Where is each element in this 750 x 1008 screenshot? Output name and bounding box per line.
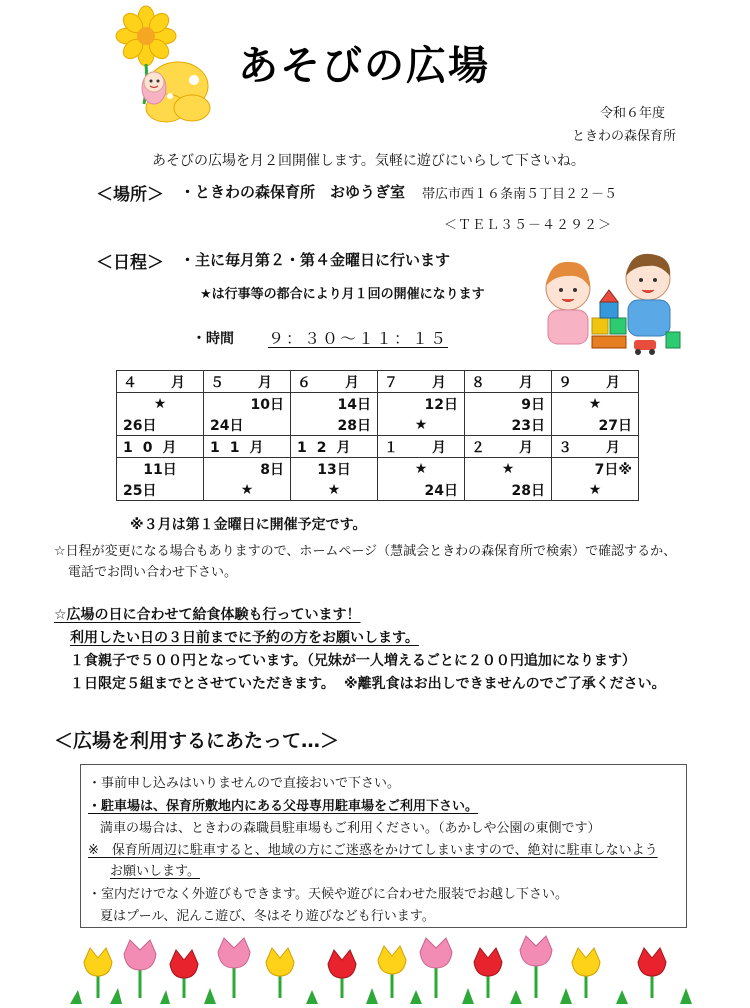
month-cell: ４ 月 xyxy=(117,371,204,393)
boy-icon xyxy=(626,254,670,336)
tulip-icon xyxy=(124,940,156,998)
date-cell: ★ xyxy=(552,479,639,501)
table-row xyxy=(117,414,639,436)
date-cell: 8日 xyxy=(204,458,291,480)
schedule-note: ★は行事等の都合により月１回の開催になります xyxy=(200,287,485,302)
butterfly-flower-illustration xyxy=(108,4,220,126)
table-row xyxy=(117,436,639,458)
time-label: ・時間 xyxy=(192,331,234,347)
month-cell: １ 月 xyxy=(378,436,465,458)
tulip-icon xyxy=(474,948,502,998)
lunch-line3: １日限定５組までとさせていただきます。 xyxy=(70,676,335,692)
usage-item3b: お願いします。 xyxy=(110,864,200,879)
month-cell: ９ 月 xyxy=(552,371,639,393)
girl-icon xyxy=(546,262,590,344)
schedule-table xyxy=(116,370,639,501)
date-cell: ★ xyxy=(378,414,465,436)
usage-heading: ＜広場を利用するにあたって…＞ xyxy=(54,730,340,752)
table-row xyxy=(117,479,639,501)
change-notice-line2: 電話でお問い合わせ下さい。 xyxy=(68,565,238,580)
table-row xyxy=(117,371,639,393)
butterfly-icon xyxy=(142,62,210,122)
month-cell: ６ 月 xyxy=(291,371,378,393)
lunch-heading: ☆広場の日に合わせて給食体験も行っています！ xyxy=(54,607,361,623)
date-cell: 9日 xyxy=(465,393,552,415)
table-footnote: ※３月は第１金曜日に開催予定です。 xyxy=(130,517,367,533)
table-row xyxy=(117,458,639,480)
place-name: ・ときわの森保育所 おゆうぎ室 xyxy=(180,183,406,201)
tulip-icon xyxy=(218,938,250,998)
usage-item3a: ※ 保育所周辺に駐車すると、地域の方にご迷惑をかけてしまいますので、絶対に駐車しないよう xyxy=(88,843,658,858)
date-cell: 23日 xyxy=(465,414,552,436)
date-cell: ★ xyxy=(465,458,552,480)
month-cell: ３ 月 xyxy=(552,436,639,458)
date-cell: 24日 xyxy=(204,414,291,436)
month-cell: 11月 xyxy=(204,436,291,458)
usage-item4-sub: 夏はプール、泥んこ遊び、冬はそり遊びなども行います。 xyxy=(100,909,435,924)
date-cell: ★ xyxy=(117,393,204,415)
usage-item1: ・事前申し込みはいりませんので直接おいで下さい。 xyxy=(88,776,401,791)
date-cell: ★ xyxy=(204,479,291,501)
organization-name: ときわの森保育所 xyxy=(572,129,677,144)
date-cell: 10日 xyxy=(204,393,291,415)
month-cell: ８ 月 xyxy=(465,371,552,393)
schedule-main: ・主に毎月第２・第４金曜日に行います xyxy=(180,251,451,269)
date-cell: 12日 xyxy=(378,393,465,415)
tulip-border-illustration xyxy=(70,932,710,1004)
date-cell: 28日 xyxy=(465,479,552,501)
intro-text: あそびの広場を月２回開催します。気軽に遊びにいらして下さいね。 xyxy=(152,153,585,169)
month-cell: ７ 月 xyxy=(378,371,465,393)
month-cell: ５ 月 xyxy=(204,371,291,393)
usage-item2: ・駐車場は、保育所敷地内にある父母専用駐車場をご利用下さい。 xyxy=(88,799,479,814)
date-cell: 28日 xyxy=(291,414,378,436)
lunch-line1: 利用したい日の３日前までに予約の方をお願いします。 xyxy=(70,630,419,646)
tulip-icon xyxy=(420,938,452,998)
time-value: ９：３０～１１：１５ xyxy=(268,329,449,348)
date-cell: ★ xyxy=(291,479,378,501)
date-cell: 14日 xyxy=(291,393,378,415)
lunch-line2: １食親子で５００円となっています。（兄妹が一人増えるごとに２００円追加になります） xyxy=(70,653,636,669)
table-row xyxy=(117,393,639,415)
page-title: あそびの広場 xyxy=(238,43,490,89)
tulip-icon xyxy=(170,950,198,998)
month-cell: 12月 xyxy=(291,436,378,458)
place-address: 帯広市西１６条南５丁目２２－５ xyxy=(422,187,618,202)
children-playing-illustration xyxy=(530,248,690,360)
date-cell: 24日 xyxy=(378,479,465,501)
tulip-icon xyxy=(328,950,356,998)
tulip-icon xyxy=(266,948,294,998)
place-label: ＜場所＞ xyxy=(96,185,164,205)
usage-item2-sub: 満車の場合は、ときわの森職員駐車場もご利用ください。（あかしや公園の東側です） xyxy=(100,821,601,836)
date-cell: 7日※ xyxy=(552,458,639,480)
date-cell: 13日 xyxy=(291,458,378,480)
fiscal-year: 令和６年度 xyxy=(600,106,666,121)
date-cell: ★ xyxy=(378,458,465,480)
schedule-label: ＜日程＞ xyxy=(96,253,164,273)
month-cell: ２ 月 xyxy=(465,436,552,458)
date-cell: ★ xyxy=(552,393,639,415)
tulip-icon xyxy=(378,946,406,998)
tulip-icon xyxy=(520,936,552,998)
tulip-icon xyxy=(572,948,600,998)
tulip-icon xyxy=(84,948,112,998)
place-tel: ＜ＴＥＬ３５－４２９２＞ xyxy=(444,218,613,233)
grass-icon xyxy=(70,988,692,1004)
month-cell: 10月 xyxy=(117,436,204,458)
date-cell: 11日 xyxy=(117,458,204,480)
tulip-icon xyxy=(638,948,666,998)
date-cell: 25日 xyxy=(117,479,204,501)
lunch-line3-note: ※離乳食はお出しできませんのでご了承ください。 xyxy=(344,676,666,692)
usage-item4: ・室内だけでなく外遊びもできます。天候や遊びに合わせた服装でお越し下さい。 xyxy=(88,887,568,902)
date-cell: 27日 xyxy=(552,414,639,436)
change-notice-line1: ☆日程が変更になる場合もありますので、ホームページ（慧誠会ときわの森保育所で検索）で確認するか、 xyxy=(54,544,677,559)
date-cell: 26日 xyxy=(117,414,204,436)
